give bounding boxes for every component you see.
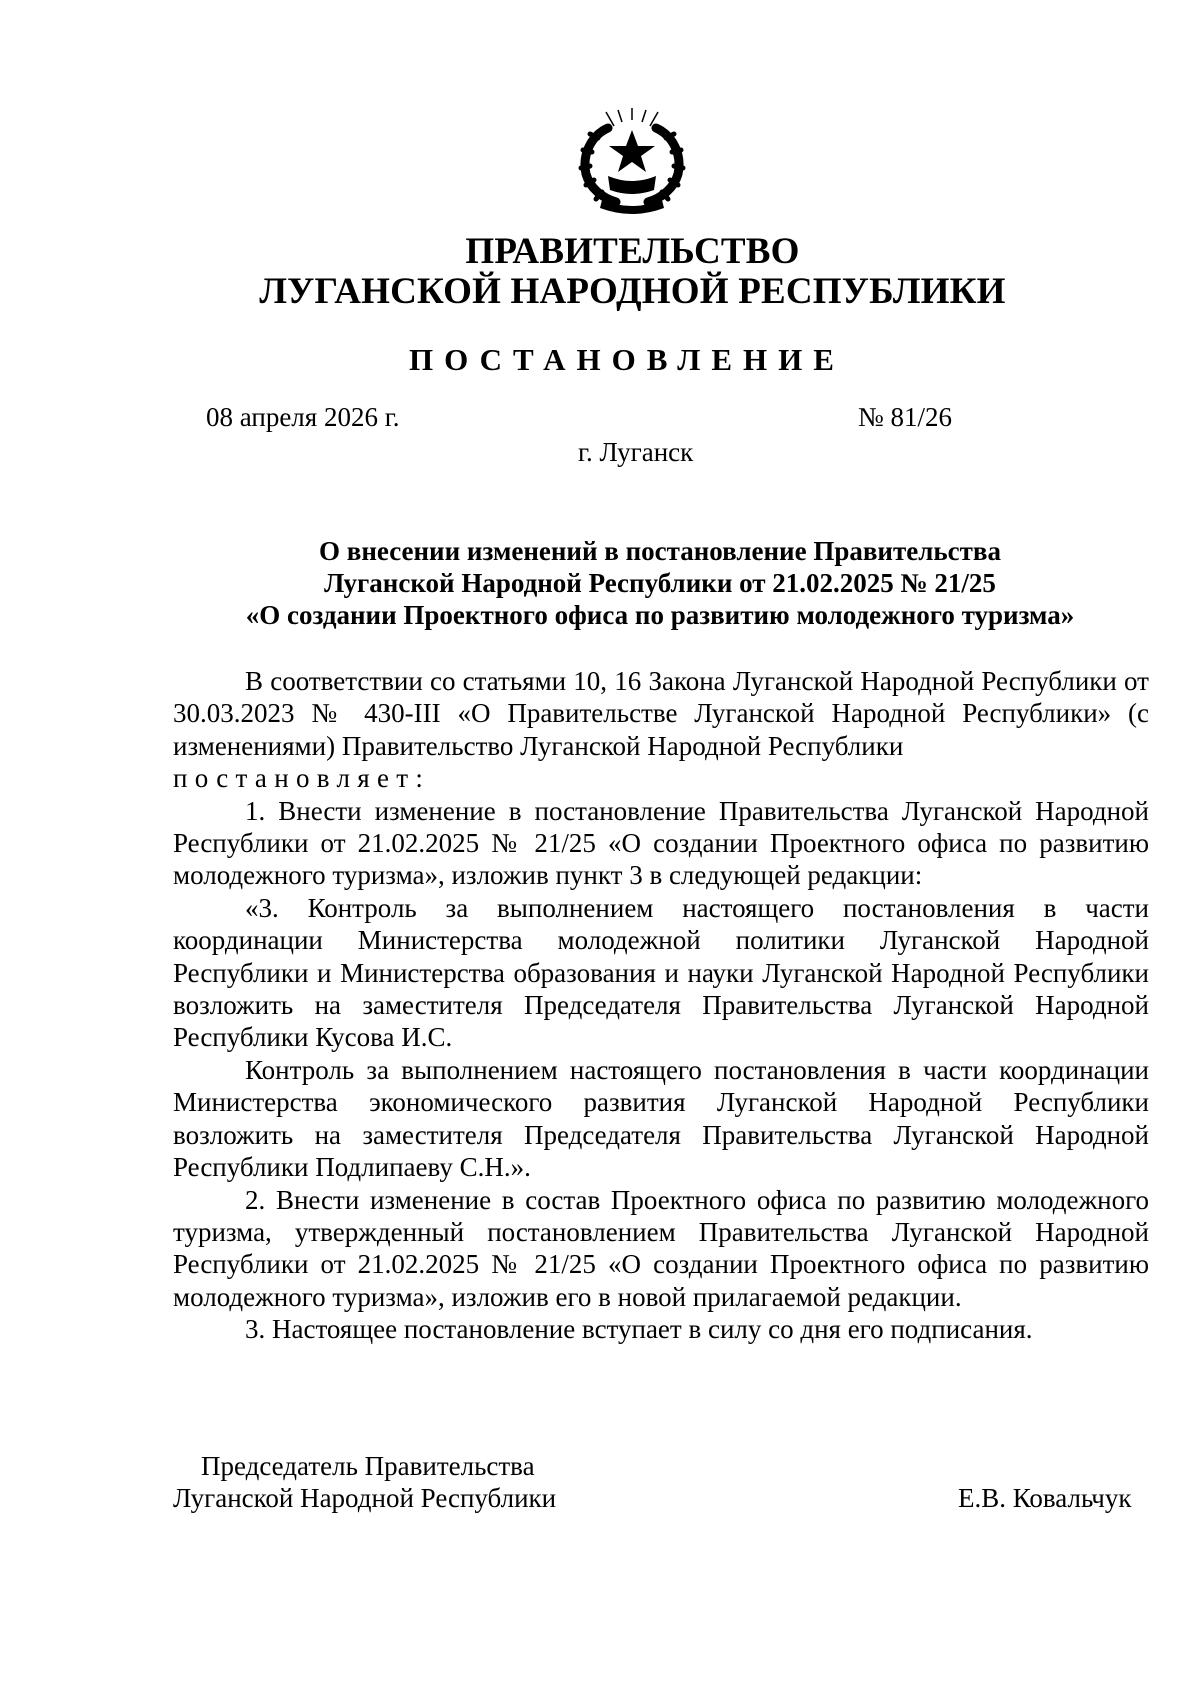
title-line-3: «О создании Проектного офиса по развитию молодежного туризма» — [245, 600, 1075, 630]
document-city: г. Луганск — [578, 437, 694, 467]
document-type: ПОСТАНОВЛЕНИЕ — [409, 342, 845, 377]
preamble-paragraph: В соответствии со статьями 10, 16 Закона Луганской Народной Республики от 30.03.2023 № 430-III «О Правительстве Луганской Народной Республики» (с изменениями) Правительство Луганской Народной Республики — [173, 666, 1149, 761]
signatory-position — [173, 1450, 556, 1515]
coat-of-arms-icon — [568, 108, 696, 216]
signatory-position-line-1: Председатель Правительства — [201, 1451, 535, 1481]
item-3-paragraph: 3. Настоящее постановление вступает в силу со дня его подписания. — [245, 1314, 1033, 1345]
item-1-paragraph: 1. Внести изменение в постановление Правительства Луганской Народной Республики от 21.02.2025 № 21/25 «О создании Проектного офиса по развитию молодежного туризма», изложив пункт 3 в следующей редакции: — [173, 795, 1149, 891]
document-title — [160, 535, 1160, 631]
title-line-1: О внесении изменений в постановление Правительства — [319, 536, 1001, 566]
document-number: № 81/26 — [858, 402, 953, 432]
document-body — [173, 665, 1149, 1346]
document-date: 08 апреля 2026 г. — [206, 402, 400, 432]
quote-2-paragraph: Контроль за выполнением настоящего постановления в части координации Министерства экономического развития Луганской Народной Республики возложить на заместителя Председателя Правительства Луганской Народной Республики Подлипаеву С.Н.». — [173, 1054, 1149, 1183]
signatory-position-line-2: Луганской Народной Республики — [173, 1483, 557, 1514]
organization-name-line-1: ПРАВИТЕЛЬСТВО — [465, 231, 800, 272]
item-2-paragraph: 2. Внести изменение в состав Проектного офиса по развитию молодежного туризма, утвержденный постановлением Правительства Луганской Народной Республики от 21.02.2025 № 21/25 «О создании Проектного офиса по развитию молодежного туризма», изложив его в новой прилагаемой редакции. — [173, 1184, 1149, 1312]
resolves-word: постановляет: — [173, 763, 431, 794]
quote-1-paragraph: «3. Контроль за выполнением настоящего постановления в части координации Министерства молодежной политики Луганской Народной Республики и Министерства образования и науки Луганской Народной Республики возложить на заместителя Председателя Правительства Луганской Народной Республики Кусова И.С. — [173, 892, 1149, 1053]
signatory-name: Е.В. Ковальчук — [958, 1483, 1132, 1513]
title-line-2: Луганской Народной Республики от 21.02.2025 № 21/25 — [324, 568, 996, 598]
organization-name-line-2: ЛУГАНСКОЙ НАРОДНОЙ РЕСПУБЛИКИ — [259, 271, 1006, 312]
